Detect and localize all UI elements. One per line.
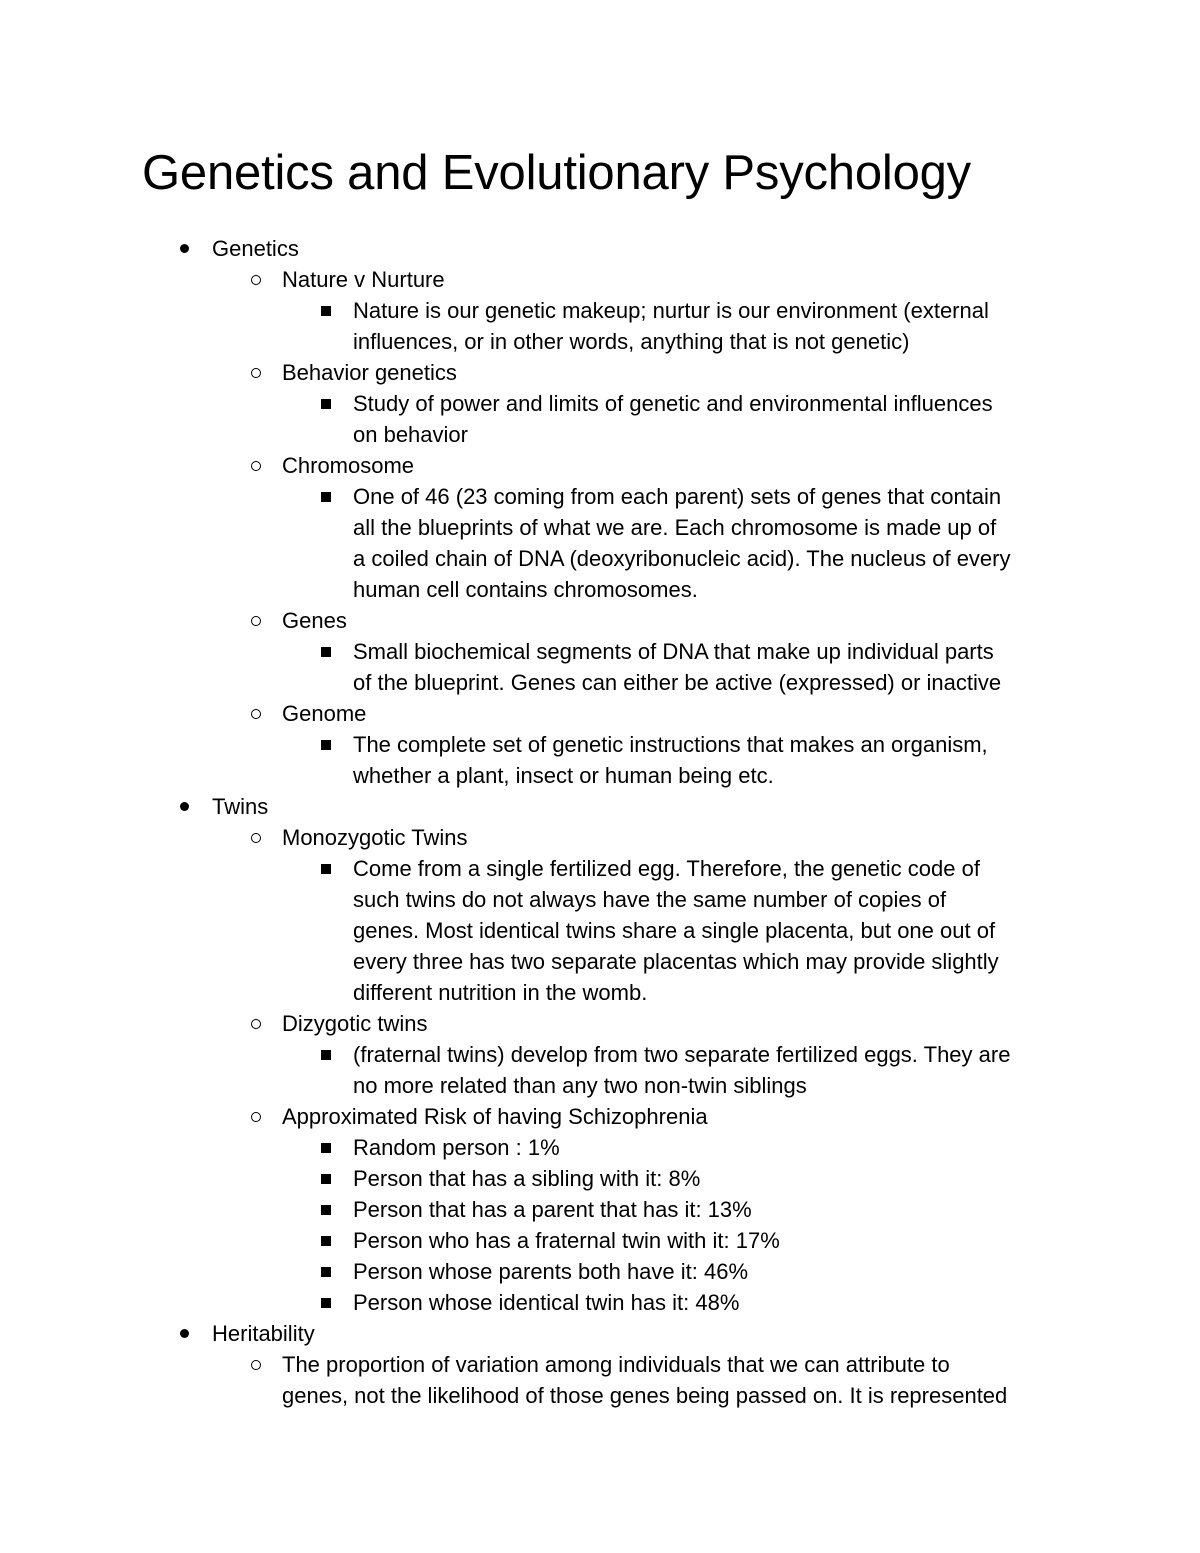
filled-circle-bullet-icon [174, 1318, 194, 1349]
list-item-text: Monozygotic Twins [282, 825, 468, 850]
list-item-level-3 [0, 1256, 1200, 1287]
square-bullet-icon [316, 1225, 336, 1256]
list-item-text: Random person : 1% [353, 1135, 560, 1160]
list-item-level-3 [0, 1287, 1200, 1318]
list-item-level-2 [0, 1101, 1200, 1132]
list-item-level-3 [0, 388, 1200, 450]
square-bullet-icon [316, 1287, 336, 1318]
list-item-text: human cell contains chromosomes. [353, 577, 698, 602]
hollow-circle-bullet-icon [246, 450, 266, 481]
list-item-text: Study of power and limits of genetic and environmental influences [353, 391, 993, 416]
list-item-level-2 [0, 698, 1200, 729]
list-item-text: influences, or in other words, anything that is not genetic) [353, 329, 910, 354]
list-item-level-1 [0, 791, 1200, 822]
list-item-text: Person that has a sibling with it: 8% [353, 1166, 701, 1191]
list-item-level-3 [0, 1225, 1200, 1256]
list-item-text: such twins do not always have the same number of copies of [353, 887, 947, 912]
list-item-text: (fraternal twins) develop from two separate fertilized eggs. They are [353, 1042, 1011, 1067]
list-item-level-2 [0, 450, 1200, 481]
list-item-level-2 [0, 1349, 1200, 1411]
filled-circle-bullet-icon [174, 791, 194, 822]
list-item-text: all the blueprints of what we are. Each chromosome is made up of [353, 515, 997, 540]
list-item-level-2 [0, 605, 1200, 636]
list-item-level-3 [0, 1194, 1200, 1225]
square-bullet-icon [316, 388, 336, 419]
list-item-level-1 [0, 233, 1200, 264]
square-bullet-icon [316, 481, 336, 512]
list-item-text: Approximated Risk of having Schizophrenia [282, 1104, 708, 1129]
list-item-level-3 [0, 853, 1200, 1008]
square-bullet-icon [316, 636, 336, 667]
list-item-level-2 [0, 822, 1200, 853]
outline-list [0, 233, 1200, 1411]
list-item-text: every three has two separate placentas which may provide slightly [353, 949, 999, 974]
square-bullet-icon [316, 1194, 336, 1225]
list-item-level-2 [0, 357, 1200, 388]
list-item-text: a coiled chain of DNA (deoxyribonucleic acid). The nucleus of every [353, 546, 1011, 571]
list-item-text: The proportion of variation among individuals that we can attribute to [282, 1352, 950, 1377]
list-item-level-3 [0, 729, 1200, 791]
list-item-level-3 [0, 1132, 1200, 1163]
list-item-text: Genome [282, 701, 367, 726]
square-bullet-icon [316, 295, 336, 326]
filled-circle-bullet-icon [174, 233, 194, 264]
list-item-text: on behavior [353, 422, 468, 447]
page-title: Genetics and Evolutionary Psychology [142, 146, 971, 200]
hollow-circle-bullet-icon [246, 1349, 266, 1380]
list-item-text: Dizygotic twins [282, 1011, 428, 1036]
list-item-text: Come from a single fertilized egg. Therefore, the genetic code of [353, 856, 980, 881]
list-item-text: Person whose identical twin has it: 48% [353, 1290, 740, 1315]
list-item-text: Person that has a parent that has it: 13% [353, 1197, 752, 1222]
list-item-text: genes. Most identical twins share a single placenta, but one out of [353, 918, 996, 943]
list-item-text: One of 46 (23 coming from each parent) sets of genes that contain [353, 484, 1002, 509]
hollow-circle-bullet-icon [246, 357, 266, 388]
hollow-circle-bullet-icon [246, 1008, 266, 1039]
list-item-level-3 [0, 1039, 1200, 1101]
hollow-circle-bullet-icon [246, 822, 266, 853]
square-bullet-icon [316, 1256, 336, 1287]
list-item-text: Nature is our genetic makeup; nurtur is our environment (external [353, 298, 989, 323]
list-item-text: different nutrition in the womb. [353, 980, 648, 1005]
list-item-text: of the blueprint. Genes can either be active (expressed) or inactive [353, 670, 1002, 695]
list-item-text: whether a plant, insect or human being etc. [353, 763, 774, 788]
list-item-text: Nature v Nurture [282, 267, 445, 292]
list-item-level-1 [0, 1318, 1200, 1349]
list-item-text: Person whose parents both have it: 46% [353, 1259, 749, 1284]
list-item-text: genes, not the likelihood of those genes being passed on. It is represented [282, 1383, 1008, 1408]
square-bullet-icon [316, 729, 336, 760]
list-item-text: Person who has a fraternal twin with it: 17% [353, 1228, 780, 1253]
square-bullet-icon [316, 1039, 336, 1070]
hollow-circle-bullet-icon [246, 605, 266, 636]
list-item-text: Genes [282, 608, 347, 633]
list-item-level-3 [0, 481, 1200, 605]
square-bullet-icon [316, 853, 336, 884]
square-bullet-icon [316, 1132, 336, 1163]
list-item-text: Genetics [212, 236, 299, 261]
list-item-level-3 [0, 636, 1200, 698]
list-item-level-3 [0, 295, 1200, 357]
list-item-level-3 [0, 1163, 1200, 1194]
hollow-circle-bullet-icon [246, 264, 266, 295]
square-bullet-icon [316, 1163, 336, 1194]
list-item-text: Heritability [212, 1321, 315, 1346]
list-item-text: no more related than any two non-twin siblings [353, 1073, 807, 1098]
list-item-text: Twins [212, 794, 269, 819]
list-item-text: The complete set of genetic instructions that makes an organism, [353, 732, 988, 757]
hollow-circle-bullet-icon [246, 698, 266, 729]
list-item-level-2 [0, 1008, 1200, 1039]
list-item-level-2 [0, 264, 1200, 295]
list-item-text: Small biochemical segments of DNA that make up individual parts [353, 639, 994, 664]
list-item-text: Chromosome [282, 453, 415, 478]
hollow-circle-bullet-icon [246, 1101, 266, 1132]
list-item-text: Behavior genetics [282, 360, 457, 385]
